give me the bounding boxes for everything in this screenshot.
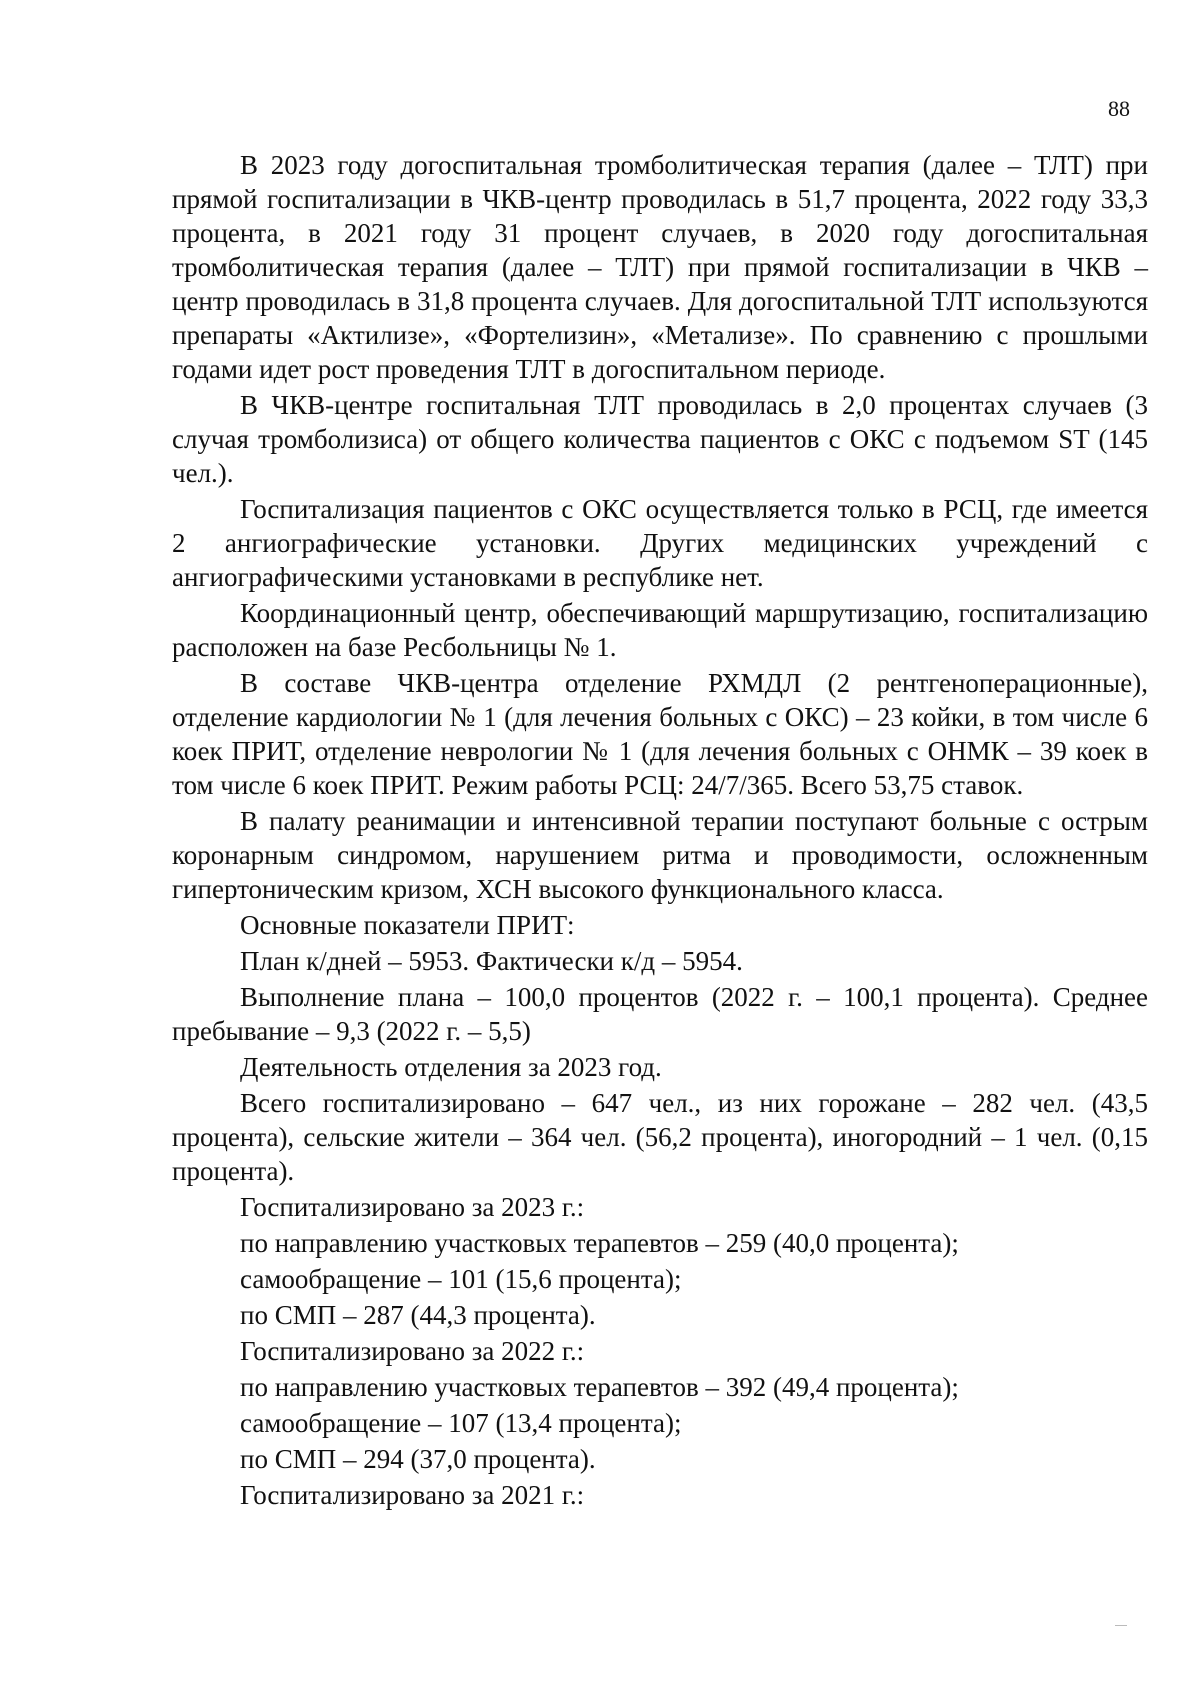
prit-plan-line: План к/дней – 5953. Фактически к/д – 5954. bbox=[240, 946, 743, 976]
paragraph-pci-center-structure: В составе ЧКВ-центра отделение РХМДЛ (2 рентгеноперационные), отделение кардиологии № 1 (для лечения больных с ОКС) – 23 койки, в том числе 6 коек ПРИТ, отделение неврологии № 1 (для лечения больных с ОНМК – 39 коек в том числе 6 коек ПРИТ. Режим работы РСЦ: 24/7/365. Всего 53,75 ставок. bbox=[172, 668, 1148, 800]
paragraph-tlt-prehospital: В 2023 году догоспитальная тромболитическая терапия (далее – ТЛТ) при прямой госпитализации в ЧКВ-центр проводилась в 51,7 процента, 2022 году 33,3 процента, в 2021 году 31 процент случаев, в 2020 году догоспитальная тромболитическая терапия (далее – ТЛТ) при прямой госпитализации в ЧКВ – центр проводилась в 31,8 процента случаев. Для догоспитальной ТЛТ используются препараты «Актилизе», «Фортелизин», «Метализе». По сравнению с прошлыми годами идет рост проведения ТЛТ в догоспитальном периоде. bbox=[172, 150, 1148, 384]
page-number: 88 bbox=[1108, 96, 1130, 121]
paragraph-oks-hospitalization: Госпитализация пациентов с ОКС осуществляется только в РСЦ, где имеется 2 ангиографические установки. Других медицинских учреждений с ангиографическими установками в республике нет. bbox=[172, 494, 1148, 592]
hospitalized-2023-item: по СМП – 287 (44,3 процента). bbox=[240, 1300, 596, 1330]
scan-artifact bbox=[1115, 1625, 1127, 1626]
hospitalized-2023-heading: Госпитализировано за 2023 г.: bbox=[240, 1192, 585, 1222]
hospitalized-2021-heading: Госпитализировано за 2021 г.: bbox=[240, 1480, 585, 1510]
paragraph-icu-admissions: В палату реанимации и интенсивной терапии поступают больные с острым коронарным синдромом, нарушением ритма и проводимости, осложненным гипертоническим кризом, ХСН высокого функционального класса. bbox=[172, 806, 1148, 904]
activity-total: Всего госпитализировано – 647 чел., из них горожане – 282 чел. (43,5 процента), сельские жители – 364 чел. (56,2 процента), иногородний – 1 чел. (0,15 процента). bbox=[172, 1088, 1148, 1186]
paragraph-coordination-center: Координационный центр, обеспечивающий маршрутизацию, госпитализацию расположен на базе Ресбольницы № 1. bbox=[172, 598, 1148, 662]
activity-heading: Деятельность отделения за 2023 год. bbox=[240, 1052, 662, 1082]
hospitalized-2022-item: по СМП – 294 (37,0 процента). bbox=[240, 1444, 596, 1474]
hospitalized-2022-item: самообращение – 107 (13,4 процента); bbox=[240, 1408, 682, 1438]
prit-execution: Выполнение плана – 100,0 процентов (2022 г. – 100,1 процента). Среднее пребывание – 9,3 (2022 г. – 5,5) bbox=[172, 982, 1148, 1046]
document-body bbox=[172, 148, 1148, 1514]
hospitalized-2022-heading: Госпитализировано за 2022 г.: bbox=[240, 1336, 585, 1366]
hospitalized-2022-item: по направлению участковых терапевтов – 392 (49,4 процента); bbox=[240, 1372, 959, 1402]
hospitalized-2023-item: по направлению участковых терапевтов – 259 (40,0 процента); bbox=[240, 1228, 959, 1258]
hospitalized-2023-item: самообращение – 101 (15,6 процента); bbox=[240, 1264, 682, 1294]
paragraph-tlt-hospital: В ЧКВ-центре госпитальная ТЛТ проводилась в 2,0 процентах случаев (3 случая тромболизиса) от общего количества пациентов с ОКС с подъемом ST (145 чел.). bbox=[172, 390, 1148, 488]
prit-heading: Основные показатели ПРИТ: bbox=[240, 910, 575, 940]
